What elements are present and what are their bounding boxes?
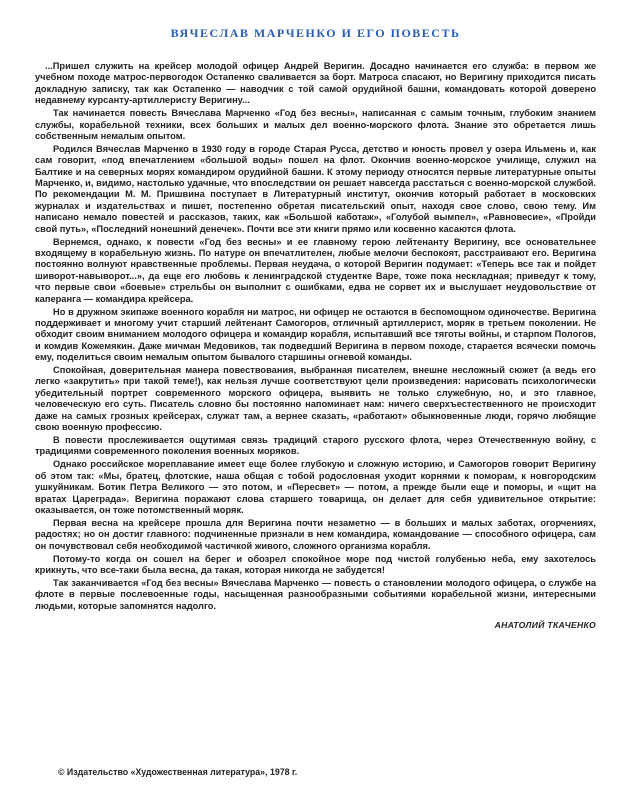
paragraph: Так заканчивается «Год без весны» Вячеслава Марченко — повесть о становлении молодого офицера, о службе на флоте в первые послевоенные годы, насыщенная разнообразными событиями корабельной жизни, интересными людьми, которые запомнятся надолго.	[35, 577, 596, 611]
article-title: ВЯЧЕСЛАВ МАРЧЕНКО И ЕГО ПОВЕСТЬ	[170, 26, 461, 40]
paragraph: В повести прослеживается ощутимая связь традиций старого русского флота, через Отечественную войну, с традициями современного поколения военных моряков.	[35, 435, 596, 457]
paragraph: Родился Вячеслав Марченко в 1930 году в городе Старая Русса, детство и юность провел у озера Ильмень и, как сам говорит, «под впечатлением «большой воды» пошел на флот. Окончив военно-морское училище, служил на Балтике и на северных морях командиром орудийной башни. К этому периоду относятся первые литературные опыты Марченко, и, видимо, настолько удачные, что впоследствии он решает навсегда расстаться с военно-морской службой. По рекомендации М. М. Пришвина поступает в Литературный институт, окончив который работает в московских журналах и издательствах и пишет, постепенно обретая писательский опыт, находя свое слово, свою тему. Им написано немало повестей и рассказов, таких, как «Большой каботаж», «Голубой вымпел», «Равновесие», «Пройди свой путь», «Последний нонешний денечек». Почти все эти книги прямо или косвенно касаются флота.	[35, 143, 596, 234]
article-body	[35, 61, 596, 612]
author-signature: АНАТОЛИЙ ТКАЧЕНКО	[494, 620, 596, 631]
paragraph: Однако российское мореплавание имеет еще более глубокую и сложную историю, и Самогоров говорит Веригину об этом так: «Мы, братец, флотские, наша общая с тобой родословная уходит корнями к поморам, к новгородским ушкуйникам. Ботик Петра Великого — это потом, и «Пересвет» — потом, а прежде были еще и поморы, и «щит на вратах Цареграда». Веригина поражают слова старшего товарища, он делает для себя удивительное открытие: оказывается, он тоже потомственный моряк.	[35, 459, 596, 515]
paragraph: Так начинается повесть Вячеслава Марченко «Год без весны», написанная с самым точным, глубоким знанием службы, корабельной техники, всех больших и малых дел военно-морского флота. Знание это обретается лишь собственным немалым опытом.	[35, 108, 596, 141]
paragraph: Потому-то когда он сошел на берег и обозрел спокойное море под чистой голубенью неба, ему захотелось крикнуть, что все-таки была весна, да такая, которая никогда не забудется!	[35, 553, 596, 575]
paragraph: Но в дружном экипаже военного корабля ни матрос, ни офицер не остаются в беспомощном одиночестве. Веригина поддерживает и многому учит старший лейтенант Самогоров, отличный артиллерист, моряк в третьем поколении. Не обходит своим вниманием молодого офицера и командир корабля, испытавший все тяготы войны, и старпом Пологов, и комдив Кожемякин. Даже мичман Медовиков, так подведший Веригина в первом походе, старается всячески помочь ему, поделиться своим немалым опытом бывалого старшины огневой команды.	[35, 306, 596, 363]
copyright-notice: © Издательство «Художественная литература», 1978 г.	[58, 767, 298, 777]
paragraph: ...Пришел служить на крейсер молодой офицер Андрей Веригин. Досадно начинается его служба: в первом же учебном походе матрос-первогодок Остапенко сваливается за борт. Матроса спасают, но Веригину приходится писать докладную записку, так как Остапенко — наводчик с той самой орудийной башни, командовать которой доверено недавнему курсанту-артиллеристу Веригину...	[35, 61, 596, 106]
paragraph: Спокойная, доверительная манера повествования, выбранная писателем, внешне несложный сюжет (а ведь его легко «закрутить» при такой теме!), как нельзя лучше соответствуют цели произведения: нарисовать психологически убедительный портрет современного морского офицера, выявить не только служебную, но, и это главное, человеческую его суть. Писатель словно бы постоянно напоминает нам: ничего сверхъестественного не происходит даже на самых грозных крейсерах, служат там, а вернее сказать, «работают» обыкновенные люди, горячо любящие свою военную профессию.	[35, 365, 596, 433]
paragraph: Вернемся, однако, к повести «Год без весны» и ее главному герою лейтенанту Веригину, все основательнее входящему в корабельную жизнь. По натуре он впечатлителен, любые мелочи беспокоят, расстраивают его. Веригина постоянно волнуют нравственные проблемы. Первая неудача, о которой Веригин подумает: «Теперь все так и пойдет шиворот-навыворот...», да еще его любовь к ленинградской студентке Варе, тоже пока нескладная; приведут к тому, что первые свои «боевые» стрельбы он выполнит с ошибками, едва не сорвет их и выслушает неудовольствие от каперанга — командира крейсера.	[35, 236, 596, 304]
paragraph: Первая весна на крейсере прошла для Веригина почти незаметно — в больших и малых заботах, огорчениях, радостях; но он достиг главного: подчиненные признали в нем командира, командование — способного офицера, сам он почувствовал себя необходимой частичкой живого, сложного организма корабля.	[35, 517, 596, 551]
